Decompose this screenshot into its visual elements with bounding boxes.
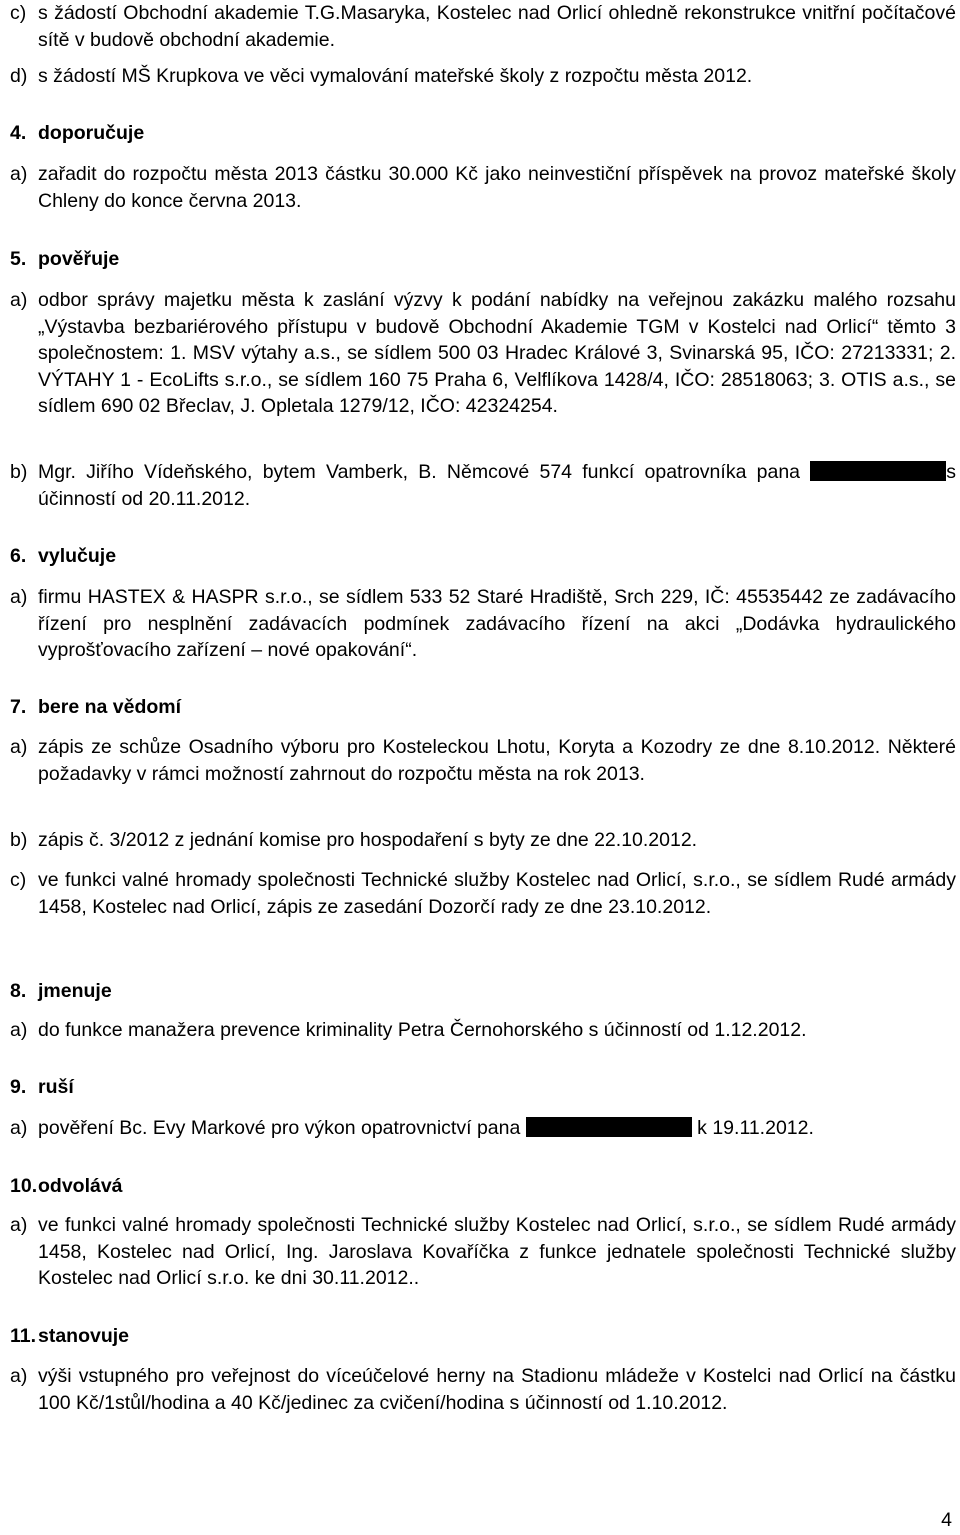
section-heading-5 <box>10 246 610 273</box>
item-text: firmu HASTEX & HASPR s.r.o., se sídlem 533 52 Staré Hradiště, Srch 229, IČ: 45535442 ze zadávacího řízení pro nesplnění zadávacích podmínek zadávacího řízení na akci „Dodávka hydraulického vyprošťovacího zařízení – nové opakování“. <box>38 586 956 661</box>
item-letter: b) <box>10 829 28 851</box>
section-number: 11. <box>10 1325 37 1347</box>
section-number: 5. <box>10 248 27 270</box>
section-title: jmenuje <box>38 980 112 1002</box>
item-text: do funkce manažera prevence kriminality Petra Černohorského s účinností od 1.12.2012. <box>38 1019 807 1041</box>
item-d-ms-krupkova <box>10 63 956 90</box>
section-heading-8 <box>10 978 610 1005</box>
section-number: 7. <box>10 696 27 718</box>
section-title: doporučuje <box>38 122 145 144</box>
section-heading-7 <box>10 694 610 721</box>
item-10a <box>10 1212 956 1292</box>
item-letter: a) <box>10 736 28 758</box>
item-7a <box>10 734 956 787</box>
item-text: výši vstupného pro veřejnost do víceúčelové herny na Stadionu mládeže v Kostelci nad Orlicí na částku 100 Kč/1stůl/hodina a 40 Kč/jedinec za cvičení/hodina s účinností od 1.10.2012. <box>38 1365 956 1414</box>
item-text-part: Mgr. Jiřího Vídeňského, bytem Vamberk, B. Němcové 574 funkcí opatrovníka pana <box>38 461 811 483</box>
item-7b <box>10 827 956 854</box>
item-letter: c) <box>10 2 27 24</box>
section-number: 9. <box>10 1076 27 1098</box>
item-letter: a) <box>10 1365 28 1387</box>
item-4a <box>10 161 956 214</box>
section-title: odvolává <box>38 1175 123 1197</box>
redaction-block <box>526 1117 692 1137</box>
item-text: ve funkci valné hromady společnosti Technické služby Kostelec nad Orlicí, s.r.o., se sídlem Rudé armády 1458, Kostelec nad Orlicí, zápis ze zasedání Dozorčí rady ze dne 23.10.2012. <box>38 869 956 918</box>
item-text: odbor správy majetku města k zaslání výzvy k podání nabídky na veřejnou zakázku malého rozsahu „Výstavba bezbariérového přístupu v budově Obchodní Akademie TGM v Kostelci nad Orlicí“ těmto 3 společnostem: 1. MSV výtahy a.s., se sídlem 500 03 Hradec Králové 3, Svinarská 95, IČO: 27213331; 2. VÝTAHY 1 - EcoLifts s.r.o., se sídlem 160 75 Praha 6, Velflíkova 1428/4, IČO: 28518063; 3. OTIS a.s., se sídlem 690 02 Břeclav, J. Opletala 1279/12, IČO: 42324254. <box>38 289 956 417</box>
item-text: ve funkci valné hromady společnosti Technické služby Kostelec nad Orlicí, s.r.o., se sídlem Rudé armády 1458, Kostelec nad Orlicí, Ing. Jaroslava Kovaříčka z funkce jednatele společnosti Technické služby Kostelec nad Orlicí s.r.o. ke dni 30.11.2012.. <box>38 1214 956 1289</box>
section-heading-11 <box>10 1323 610 1350</box>
item-text: zápis č. 3/2012 z jednání komise pro hospodaření s byty ze dne 22.10.2012. <box>38 829 698 851</box>
item-c-obchodni-akademie <box>10 0 956 53</box>
section-heading-4 <box>10 120 610 147</box>
item-letter: a) <box>10 1117 28 1139</box>
item-text-part: k 19.11.2012. <box>691 1117 814 1139</box>
item-text: zápis ze schůze Osadního výboru pro Kosteleckou Lhotu, Koryta a Kozodry ze dne 8.10.2012. Některé požadavky v rámci možností zahrnout do rozpočtu města na rok 2013. <box>38 736 956 785</box>
item-letter: d) <box>10 65 28 87</box>
item-letter: c) <box>10 869 27 891</box>
item-letter: a) <box>10 163 28 185</box>
redaction-block <box>810 461 946 481</box>
section-title: ruší <box>38 1076 74 1098</box>
section-number: 6. <box>10 545 27 567</box>
item-text <box>38 459 956 512</box>
item-5b <box>10 459 956 512</box>
section-number: 4. <box>10 122 27 144</box>
section-title: vylučuje <box>38 545 117 567</box>
item-letter: a) <box>10 586 28 608</box>
item-text: s žádostí Obchodní akademie T.G.Masaryka, Kostelec nad Orlicí ohledně rekonstrukce vnitřní počítačové sítě v budově obchodní akademie. <box>38 2 956 51</box>
section-heading-10 <box>10 1173 610 1200</box>
item-text: s žádostí MŠ Krupkova ve věci vymalování mateřské školy z rozpočtu města 2012. <box>38 65 753 87</box>
item-text: zařadit do rozpočtu města 2013 částku 30.000 Kč jako neinvestiční příspěvek na provoz mateřské školy Chleny do konce června 2013. <box>38 163 956 212</box>
item-8a <box>10 1017 956 1044</box>
section-title: stanovuje <box>38 1325 130 1347</box>
section-number: 8. <box>10 980 27 1002</box>
item-letter: b) <box>10 461 28 483</box>
item-text-part: s účinností od 20.11.2012. <box>38 461 956 510</box>
section-number: 10. <box>10 1175 38 1197</box>
item-text <box>38 1115 956 1142</box>
section-heading-9 <box>10 1074 610 1101</box>
item-letter: a) <box>10 1214 28 1236</box>
item-letter: a) <box>10 289 28 311</box>
item-text-part: pověření Bc. Evy Markové pro výkon opatrovnictví pana <box>38 1117 526 1139</box>
item-7c <box>10 867 956 920</box>
item-9a <box>10 1115 956 1142</box>
section-heading-6 <box>10 543 610 570</box>
section-title: bere na vědomí <box>38 696 182 718</box>
item-letter: a) <box>10 1019 28 1041</box>
item-11a <box>10 1363 956 1416</box>
section-title: pověřuje <box>38 248 120 270</box>
item-5a <box>10 287 956 420</box>
item-6a <box>10 584 956 664</box>
page-number: 4 <box>941 1509 952 1531</box>
